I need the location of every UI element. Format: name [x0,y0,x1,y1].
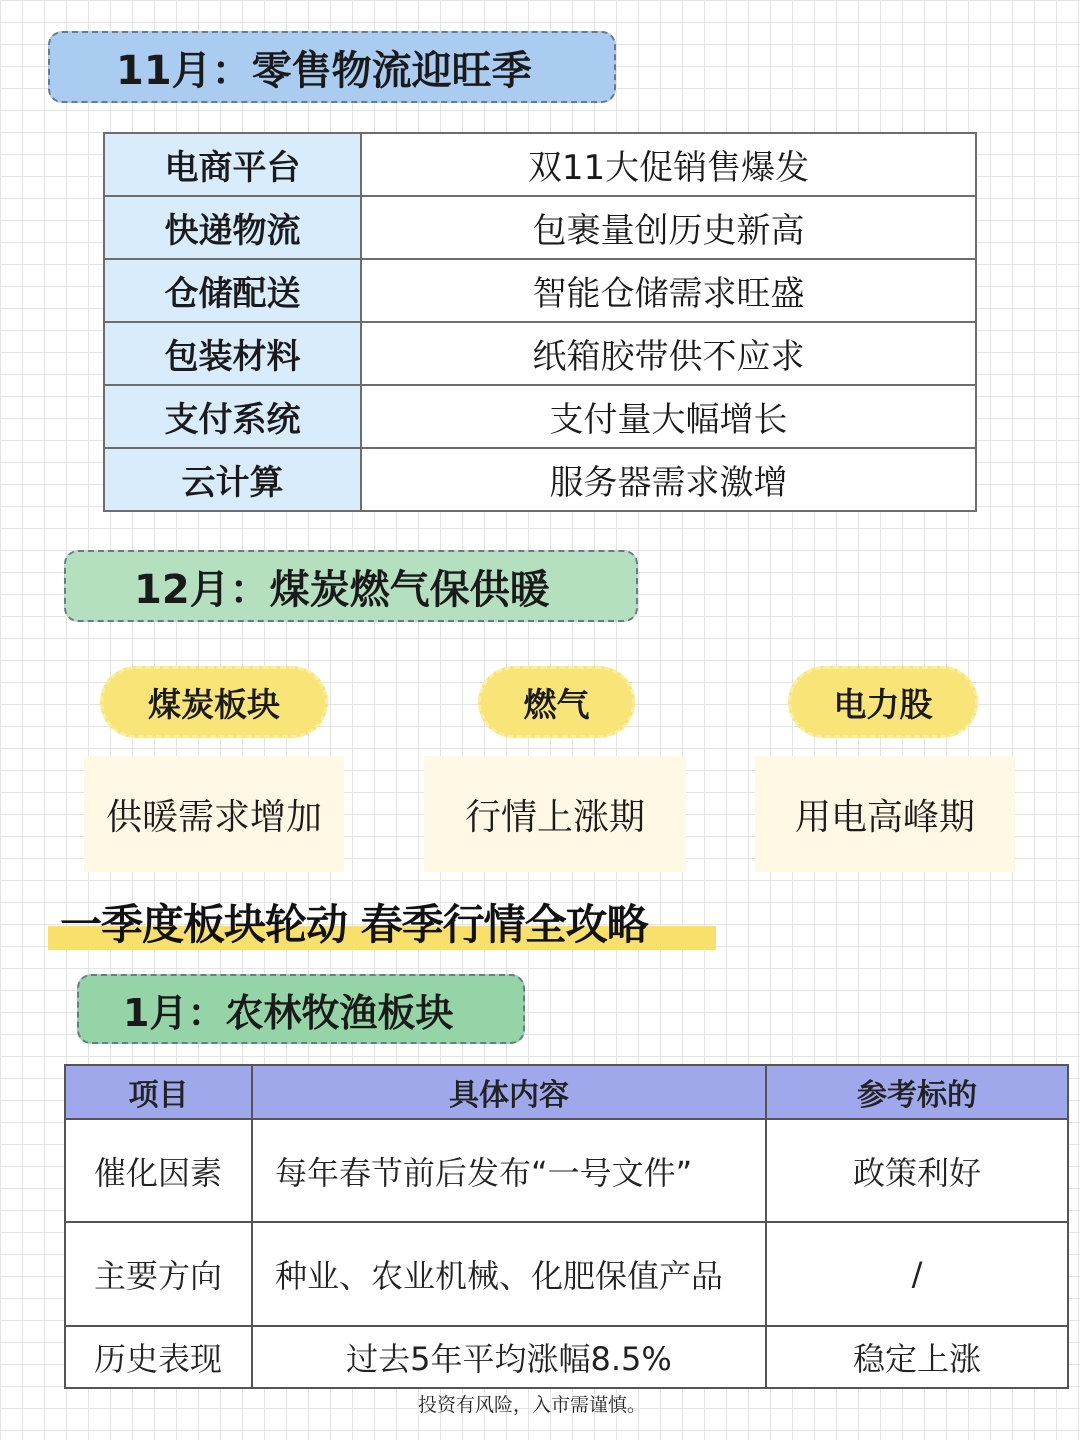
table-cell: 过去5年平均涨幅8.5% [252,1326,766,1388]
power-sector-note: 用电高峰期 [755,756,1015,872]
row-description: 包裹量创历史新高 [361,196,976,259]
row-category: 包装材料 [104,322,361,385]
row-description: 服务器需求激增 [361,448,976,511]
table-row [65,1119,1068,1222]
table-cell: 主要方向 [65,1222,252,1326]
row-description: 纸箱胶带供不应求 [361,322,976,385]
december-header-text: 12月：煤炭燃气保供暖 [134,566,550,613]
january-header [77,974,525,1044]
table-row [104,196,976,259]
gas-sector-note: 行情上涨期 [424,756,686,872]
table-cell: 每年春节前后发布“一号文件” [252,1119,766,1222]
table-cell: 政策利好 [766,1119,1068,1222]
table-row [65,1326,1068,1388]
coal-sector-badge: 煤炭板块 [100,666,328,738]
table-cell: 种业、农业机械、化肥保值产品 [252,1222,766,1326]
table-cell: 稳定上涨 [766,1326,1068,1388]
column-header: 项目 [65,1065,252,1119]
table-header-row [65,1065,1068,1119]
table-cell: 催化因素 [65,1119,252,1222]
row-description: 支付量大幅增长 [361,385,976,448]
december-header [64,550,638,622]
row-category: 仓储配送 [104,259,361,322]
table-cell: / [766,1222,1068,1326]
table-row [104,448,976,511]
row-category: 云计算 [104,448,361,511]
table-row [65,1222,1068,1326]
row-description: 双11大促销售爆发 [361,133,976,196]
table-row [104,385,976,448]
november-header-text: 11月：零售物流迎旺季 [116,47,532,94]
row-category: 电商平台 [104,133,361,196]
table-row [104,259,976,322]
power-sector-badge: 电力股 [788,666,978,738]
gas-sector-badge: 燃气 [478,666,635,738]
november-header [48,31,616,103]
section-title: 一季度板块轮动 春季行情全攻略 [60,900,648,949]
january-table [64,1064,1069,1389]
table-row [104,322,976,385]
january-header-text: 1月：农林牧渔板块 [123,990,454,1035]
table-row [104,133,976,196]
risk-disclaimer: 投资有风险，入市需谨慎。 [417,1394,646,1416]
table-cell: 历史表现 [65,1326,252,1388]
row-description: 智能仓储需求旺盛 [361,259,976,322]
column-header: 参考标的 [766,1065,1068,1119]
november-table [103,132,977,512]
coal-sector-note: 供暖需求增加 [84,756,344,872]
row-category: 支付系统 [104,385,361,448]
column-header: 具体内容 [252,1065,766,1119]
row-category: 快递物流 [104,196,361,259]
